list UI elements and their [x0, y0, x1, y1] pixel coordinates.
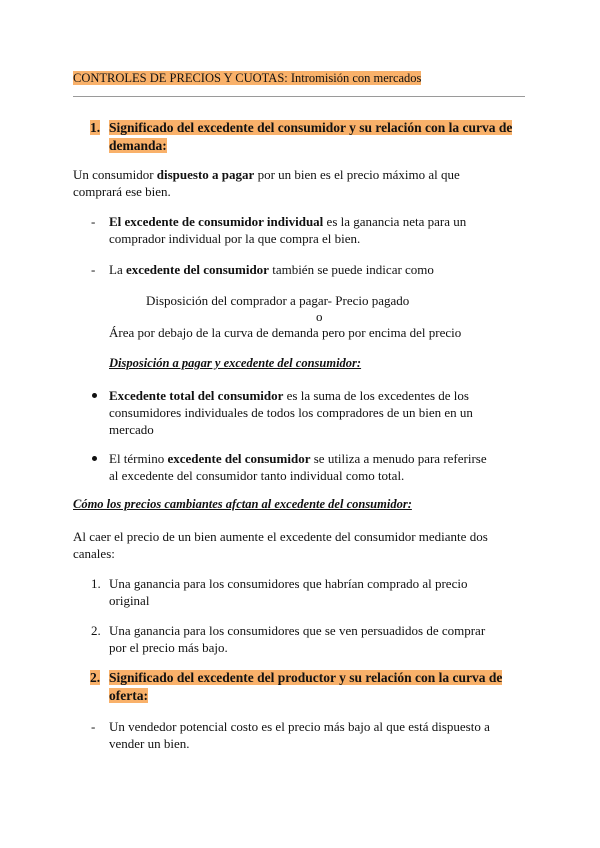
bullet-term-usage: [109, 450, 539, 484]
channels-intro-line1: Al caer el precio de un bien aumente el excedente del consumidor mediante dos: [73, 529, 488, 544]
channel2-line1: Una ganancia para los consumidores que se ven persuadidos de comprar: [109, 623, 486, 638]
section-1-heading-line1: Significado del excedente del consumidor y su relación con la curva de: [109, 120, 513, 135]
dash2-pre: La: [109, 262, 126, 277]
bullet-dot-1: [92, 393, 97, 398]
bullet2-line2: al excedente del consumidor tanto individual como total.: [109, 468, 405, 483]
dash1-post: es la ganancia neta para un: [323, 214, 467, 229]
bullet2-bold: excedente del consumidor: [167, 451, 311, 466]
document-title-text: CONTROLES DE PRECIOS Y CUOTAS: Intromisión con mercados: [73, 71, 422, 85]
dash-item-seller-cost: [109, 718, 539, 752]
bullet1-bold: Excedente total del consumidor: [109, 388, 284, 403]
dash-marker-2: -: [91, 262, 96, 277]
dash3-line1: Un vendedor potencial costo es el precio más bajo al que está dispuesto a: [109, 719, 490, 734]
channel-2-number: 2.: [91, 623, 101, 638]
intro-pre: Un consumidor: [73, 167, 157, 182]
intro-line2: comprará ese bien.: [73, 184, 171, 199]
bullet2-post: se utiliza a menudo para referirse: [310, 451, 487, 466]
section-2-heading-line1: Significado del excedente del productor y su relación con la curva de: [109, 670, 503, 685]
section-2-heading-line2: oferta:: [109, 688, 148, 703]
bullet-dot-2: [92, 456, 97, 461]
dash2-bold: excedente del consumidor: [125, 262, 269, 277]
bullet2-pre: El término: [109, 451, 168, 466]
document-title: [73, 71, 421, 86]
channel-1: [109, 575, 539, 609]
channels-intro: [73, 528, 543, 562]
dash-item-consumer-surplus: [109, 261, 539, 278]
formula-or: o: [316, 309, 323, 324]
channel-1-number: 1.: [91, 576, 101, 591]
section-1-number-text: 1.: [90, 120, 101, 135]
dash1-bold: El excedente de consumidor individual: [109, 214, 324, 229]
section-1-number: [90, 119, 100, 137]
formula-line-3: Área por debajo de la curva de demanda pero por encima del precio: [109, 325, 462, 340]
formula-line-1: Disposición del comprador a pagar- Precio pagado: [146, 293, 410, 308]
bullet1-line3: mercado: [109, 422, 154, 437]
bullet1-line2: consumidores individuales de todos los compradores de un bien en un: [109, 405, 473, 420]
dash-marker-1: -: [91, 214, 96, 229]
bullet1-post: es la suma de los excedentes de los: [283, 388, 469, 403]
section-1-heading-line2: demanda:: [109, 138, 167, 153]
dash-marker-3: -: [91, 719, 96, 734]
subheading-willingness-to-pay: Disposición a pagar y excedente del consumidor:: [109, 356, 362, 370]
section-1-heading: [109, 119, 529, 155]
intro-bold: dispuesto a pagar: [156, 167, 255, 182]
channel2-line2: por el precio más bajo.: [109, 640, 228, 655]
intro-paragraph: [73, 166, 533, 200]
channel-2: [109, 622, 539, 656]
dash-item-individual-surplus: [109, 213, 539, 247]
subheading-changing-prices: Cómo los precios cambiantes afctan al excedente del consumidor:: [73, 497, 412, 511]
intro-post: por un bien es el precio máximo al que: [254, 167, 460, 182]
section-2-heading: [109, 669, 529, 705]
channel1-line1: Una ganancia para los consumidores que habrían comprado al precio: [109, 576, 468, 591]
title-divider: [73, 96, 525, 97]
section-2-number: [90, 669, 100, 687]
section-2-number-text: 2.: [90, 670, 101, 685]
dash1-line2: comprador individual por la que compra el bien.: [109, 231, 361, 246]
dash2-post: también se puede indicar como: [268, 262, 434, 277]
bullet-total-surplus: [109, 387, 539, 438]
dash3-line2: vender un bien.: [109, 736, 190, 751]
channel1-line2: original: [109, 593, 150, 608]
channels-intro-line2: canales:: [73, 546, 115, 561]
